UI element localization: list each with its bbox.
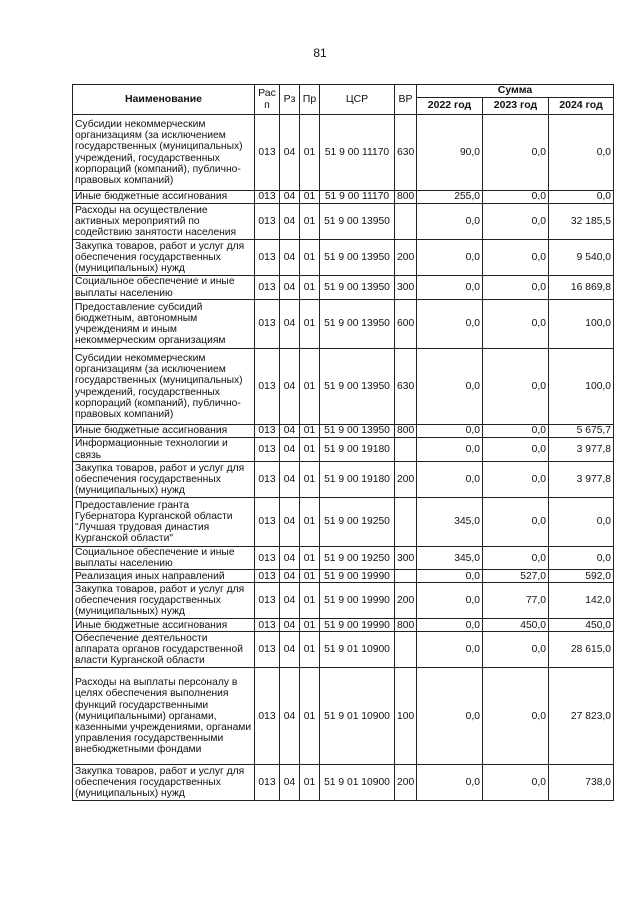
cell-rz: 04: [280, 498, 300, 547]
cell-rasp: 013: [255, 619, 280, 632]
cell-y2023: 527,0: [483, 570, 549, 583]
cell-rasp: 013: [255, 462, 280, 498]
cell-y2024: 27 823,0: [549, 668, 614, 765]
cell-name: Субсидии некоммерческим организациям (за исключением государственных (муниципальных) учреждений, государственных корпораций (компаний), публично-правовых компаний): [73, 349, 255, 425]
cell-pr: 01: [300, 115, 320, 191]
cell-y2022: 0,0: [417, 632, 483, 668]
cell-y2022: 345,0: [417, 547, 483, 570]
cell-name: Закупка товаров, работ и услуг для обеспечения государственных (муниципальных) нужд: [73, 240, 255, 276]
cell-rasp: 013: [255, 349, 280, 425]
cell-vr: [395, 204, 417, 240]
header-name: Наименование: [73, 85, 255, 115]
cell-y2022: 0,0: [417, 276, 483, 300]
cell-y2022: 90,0: [417, 115, 483, 191]
cell-name: Информационные технологии и связь: [73, 438, 255, 462]
cell-y2023: 0,0: [483, 547, 549, 570]
cell-rz: 04: [280, 570, 300, 583]
cell-rz: 04: [280, 583, 300, 619]
cell-rasp: 013: [255, 498, 280, 547]
cell-name: Предоставление гранта Губернатора Курганской области "Лучшая трудовая династия Курганской области": [73, 498, 255, 547]
cell-y2024: 142,0: [549, 583, 614, 619]
cell-y2023: 0,0: [483, 462, 549, 498]
table-row: [73, 765, 614, 801]
cell-rasp: 013: [255, 583, 280, 619]
cell-rz: 04: [280, 240, 300, 276]
cell-rasp: 013: [255, 204, 280, 240]
cell-csr: 51 9 00 19180: [320, 438, 395, 462]
cell-vr: 600: [395, 300, 417, 349]
cell-vr: 800: [395, 619, 417, 632]
header-rz: Рз: [280, 85, 300, 115]
cell-vr: 800: [395, 425, 417, 438]
cell-vr: 630: [395, 349, 417, 425]
cell-y2024: 3 977,8: [549, 462, 614, 498]
header-csr: ЦСР: [320, 85, 395, 115]
cell-y2022: 0,0: [417, 204, 483, 240]
cell-vr: 200: [395, 240, 417, 276]
cell-y2023: 0,0: [483, 115, 549, 191]
cell-csr: 51 9 00 13950: [320, 425, 395, 438]
cell-y2022: 0,0: [417, 438, 483, 462]
cell-rasp: 013: [255, 438, 280, 462]
header-vr: ВР: [395, 85, 417, 115]
cell-y2024: 32 185,5: [549, 204, 614, 240]
cell-pr: 01: [300, 462, 320, 498]
cell-csr: 51 9 00 19990: [320, 570, 395, 583]
cell-rz: 04: [280, 204, 300, 240]
cell-name: Закупка товаров, работ и услуг для обеспечения государственных (муниципальных) нужд: [73, 765, 255, 801]
table-row: [73, 349, 614, 425]
cell-rasp: 013: [255, 425, 280, 438]
cell-rasp: 013: [255, 300, 280, 349]
cell-name: Иные бюджетные ассигнования: [73, 619, 255, 632]
table-row: [73, 191, 614, 204]
cell-csr: 51 9 00 19990: [320, 583, 395, 619]
cell-y2022: 345,0: [417, 498, 483, 547]
cell-y2022: 0,0: [417, 300, 483, 349]
cell-pr: 01: [300, 765, 320, 801]
cell-csr: 51 9 00 11170: [320, 115, 395, 191]
cell-name: Расходы на выплаты персоналу в целях обеспечения выполнения функций государственными (муниципальными) органами, казенными учреждениями, органами управления государственными внебюджетными фондами: [73, 668, 255, 765]
table-row: [73, 300, 614, 349]
cell-y2023: 0,0: [483, 425, 549, 438]
cell-y2024: 16 869,8: [549, 276, 614, 300]
cell-name: Реализация иных направлений: [73, 570, 255, 583]
cell-y2023: 0,0: [483, 765, 549, 801]
cell-vr: 200: [395, 765, 417, 801]
table-row: [73, 276, 614, 300]
table-row: [73, 632, 614, 668]
cell-csr: 51 9 00 13950: [320, 349, 395, 425]
cell-y2024: 738,0: [549, 765, 614, 801]
cell-y2023: 0,0: [483, 632, 549, 668]
budget-table: [72, 84, 614, 801]
cell-csr: 51 9 00 19990: [320, 619, 395, 632]
cell-name: Социальное обеспечение и иные выплаты населению: [73, 276, 255, 300]
cell-name: Обеспечение деятельности аппарата органов государственной власти Курганской области: [73, 632, 255, 668]
cell-rz: 04: [280, 547, 300, 570]
table-row: [73, 438, 614, 462]
table-row: [73, 498, 614, 547]
cell-rz: 04: [280, 115, 300, 191]
cell-rasp: 013: [255, 115, 280, 191]
cell-y2022: 0,0: [417, 240, 483, 276]
table-row: [73, 425, 614, 438]
cell-rz: 04: [280, 349, 300, 425]
cell-pr: 01: [300, 276, 320, 300]
cell-rasp: 013: [255, 547, 280, 570]
cell-rz: 04: [280, 619, 300, 632]
cell-pr: 01: [300, 498, 320, 547]
cell-csr: 51 9 00 13950: [320, 204, 395, 240]
cell-y2023: 0,0: [483, 276, 549, 300]
cell-name: Закупка товаров, работ и услуг для обеспечения государственных (муниципальных) нужд: [73, 462, 255, 498]
cell-y2023: 450,0: [483, 619, 549, 632]
table-row: [73, 583, 614, 619]
cell-csr: 51 9 00 19250: [320, 498, 395, 547]
cell-vr: 300: [395, 547, 417, 570]
cell-rz: 04: [280, 276, 300, 300]
cell-vr: [395, 570, 417, 583]
cell-rz: 04: [280, 300, 300, 349]
cell-y2022: 0,0: [417, 765, 483, 801]
cell-y2024: 3 977,8: [549, 438, 614, 462]
cell-rasp: 013: [255, 668, 280, 765]
cell-csr: 51 9 01 10900: [320, 668, 395, 765]
cell-rz: 04: [280, 765, 300, 801]
cell-rasp: 013: [255, 276, 280, 300]
cell-y2024: 450,0: [549, 619, 614, 632]
cell-pr: 01: [300, 668, 320, 765]
cell-y2023: 0,0: [483, 498, 549, 547]
cell-csr: 51 9 00 13950: [320, 240, 395, 276]
header-rasp: Рас п: [255, 85, 280, 115]
cell-vr: 200: [395, 462, 417, 498]
cell-rz: 04: [280, 632, 300, 668]
cell-y2024: 0,0: [549, 191, 614, 204]
table-row: [73, 547, 614, 570]
cell-csr: 51 9 00 13950: [320, 300, 395, 349]
table-row: [73, 668, 614, 765]
cell-name: Расходы на осуществление активных мероприятий по содействию занятости населения: [73, 204, 255, 240]
cell-y2023: 0,0: [483, 349, 549, 425]
cell-y2023: 0,0: [483, 300, 549, 349]
cell-y2023: 0,0: [483, 191, 549, 204]
cell-y2024: 0,0: [549, 115, 614, 191]
cell-pr: 01: [300, 240, 320, 276]
cell-y2022: 0,0: [417, 668, 483, 765]
cell-y2022: 0,0: [417, 349, 483, 425]
cell-name: Социальное обеспечение и иные выплаты населению: [73, 547, 255, 570]
cell-y2022: 0,0: [417, 425, 483, 438]
cell-pr: 01: [300, 300, 320, 349]
table-row: [73, 619, 614, 632]
cell-vr: 200: [395, 583, 417, 619]
cell-y2022: 0,0: [417, 619, 483, 632]
table-row: [73, 204, 614, 240]
cell-csr: 51 9 00 13950: [320, 276, 395, 300]
cell-y2023: 0,0: [483, 204, 549, 240]
header-year-2024: 2024 год: [549, 98, 614, 115]
cell-pr: 01: [300, 204, 320, 240]
cell-pr: 01: [300, 570, 320, 583]
cell-rasp: 013: [255, 570, 280, 583]
cell-vr: 300: [395, 276, 417, 300]
cell-rz: 04: [280, 668, 300, 765]
cell-vr: [395, 632, 417, 668]
cell-vr: 100: [395, 668, 417, 765]
cell-csr: 51 9 01 10900: [320, 765, 395, 801]
cell-rz: 04: [280, 425, 300, 438]
cell-y2024: 5 675,7: [549, 425, 614, 438]
cell-pr: 01: [300, 438, 320, 462]
cell-name: Иные бюджетные ассигнования: [73, 191, 255, 204]
table-row: [73, 240, 614, 276]
table-row: [73, 570, 614, 583]
cell-y2022: 0,0: [417, 583, 483, 619]
cell-pr: 01: [300, 632, 320, 668]
cell-y2023: 0,0: [483, 240, 549, 276]
header-sum: Сумма: [417, 85, 614, 98]
cell-name: Субсидии некоммерческим организациям (за исключением государственных (муниципальных) учреждений, государственных корпораций (компаний), публично-правовых компаний): [73, 115, 255, 191]
cell-vr: 630: [395, 115, 417, 191]
cell-csr: 51 9 00 19250: [320, 547, 395, 570]
cell-y2024: 100,0: [549, 349, 614, 425]
cell-pr: 01: [300, 547, 320, 570]
cell-y2022: 0,0: [417, 462, 483, 498]
cell-vr: 800: [395, 191, 417, 204]
cell-rz: 04: [280, 462, 300, 498]
header-year-2023: 2023 год: [483, 98, 549, 115]
cell-y2023: 0,0: [483, 668, 549, 765]
page-number: 81: [313, 46, 327, 60]
cell-name: Закупка товаров, работ и услуг для обеспечения государственных (муниципальных) нужд: [73, 583, 255, 619]
cell-pr: 01: [300, 191, 320, 204]
cell-y2022: 0,0: [417, 570, 483, 583]
cell-name: Предоставление субсидий бюджетным, автономным учреждениям и иным некоммерческим организациям: [73, 300, 255, 349]
header-year-2022: 2022 год: [417, 98, 483, 115]
cell-csr: 51 9 01 10900: [320, 632, 395, 668]
cell-rasp: 013: [255, 765, 280, 801]
cell-y2022: 255,0: [417, 191, 483, 204]
cell-y2023: 77,0: [483, 583, 549, 619]
table-row: [73, 115, 614, 191]
table-row: [73, 462, 614, 498]
cell-pr: 01: [300, 349, 320, 425]
cell-y2023: 0,0: [483, 438, 549, 462]
cell-y2024: 9 540,0: [549, 240, 614, 276]
cell-csr: 51 9 00 19180: [320, 462, 395, 498]
cell-rz: 04: [280, 191, 300, 204]
cell-y2024: 0,0: [549, 498, 614, 547]
cell-y2024: 100,0: [549, 300, 614, 349]
header-pr: Пр: [300, 85, 320, 115]
cell-pr: 01: [300, 619, 320, 632]
cell-rasp: 013: [255, 632, 280, 668]
cell-rasp: 013: [255, 191, 280, 204]
cell-rasp: 013: [255, 240, 280, 276]
cell-y2024: 28 615,0: [549, 632, 614, 668]
cell-y2024: 0,0: [549, 547, 614, 570]
cell-rz: 04: [280, 438, 300, 462]
cell-pr: 01: [300, 425, 320, 438]
cell-csr: 51 9 00 11170: [320, 191, 395, 204]
cell-vr: [395, 438, 417, 462]
cell-y2024: 592,0: [549, 570, 614, 583]
cell-name: Иные бюджетные ассигнования: [73, 425, 255, 438]
cell-vr: [395, 498, 417, 547]
cell-pr: 01: [300, 583, 320, 619]
